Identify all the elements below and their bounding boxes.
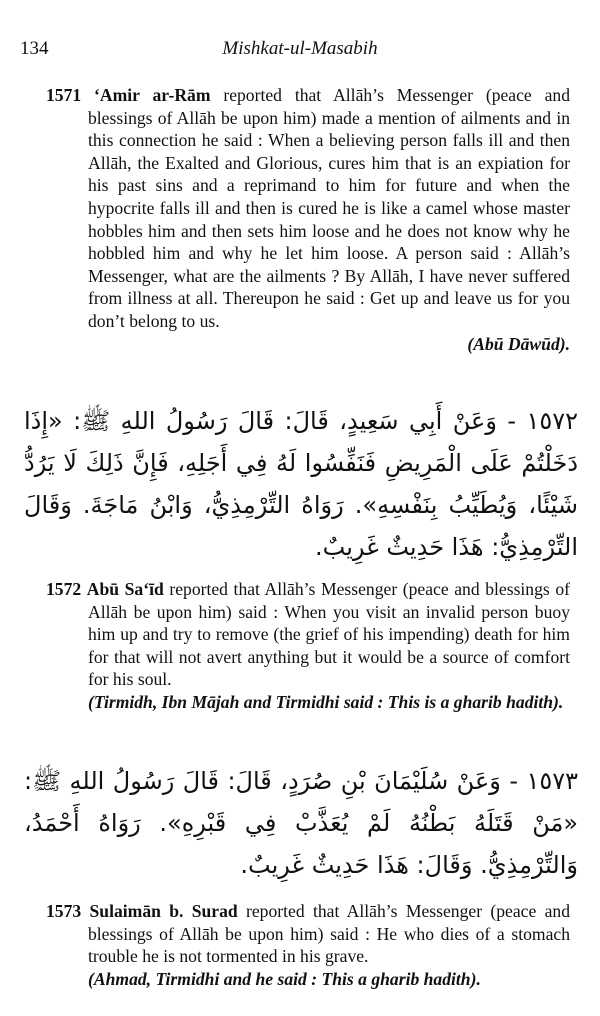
hadith-number: 1573: [46, 901, 82, 921]
hadith-translation: [46, 578, 570, 691]
hadith-number: 1572: [46, 579, 82, 599]
hadith-entry-1572: [46, 578, 570, 714]
book-title: Mishkat-ul-Masabih: [222, 38, 378, 59]
page-header: [20, 38, 580, 64]
hadith-narrator: Abū Sa‘īd: [86, 579, 164, 599]
hadith-text: reported that Allāh’s Messenger (peace and blessings of Allāh be upon him) said : He who dies of a stomach trouble he is not tormented in his grave.: [88, 901, 570, 967]
hadith-source: (Ahmad, Tirmidhi and he said : This a gharib hadith).: [88, 968, 481, 989]
hadith-entry-1571: [46, 84, 570, 355]
hadith-text: reported that Allāh’s Messenger (peace and blessings of Allāh be upon him) made a mention of ailments and in this connection he said : When a believing person falls ill and then Allāh, the Exalted and Glorious, cures him that is an expiation for his past sins and a reprimand to him for future and when the hypocrite falls ill and then is cured he is like a camel whose master hobbles him and then sets him loose and he does not know why he hobbled him and why he let him loose. A person said : Allāh’s Messenger, what are the ailments ? By Allāh, I have never suffered from illness at all. Thereupon he said : Get up and leave us for you don’t belong to us.: [88, 85, 570, 331]
hadith-translation: [46, 84, 570, 333]
hadith-translation: [46, 900, 570, 968]
hadith-entry-1573: [46, 900, 570, 990]
arabic-text-1572: ١٥٧٢ - وَعَنْ أَبِي سَعِيدٍ، قَالَ: قَالَ رَسُولُ اللهِ ﷺ: «إِذَا دَخَلْتُمْ عَلَى الْمَرِيضِ فَنَفِّسُوا لَهُ فِي أَجَلِهِ، فَإِنَّ ذَلِكَ لَا يَرُدُّ شَيْئًا، وَيُطَيِّبُ بِنَفْسِهِ». رَوَاهُ التِّرْمِذِيُّ، وَابْنُ مَاجَةَ. وَقَالَ التِّرْمِذِيُّ: هَذَا حَدِيثٌ غَرِيبٌ.: [24, 407, 578, 561]
hadith-source: (Tirmidh, Ibn Mājah and Tirmidhi said : This is a gharib hadith).: [88, 691, 564, 712]
page-number: 134: [20, 38, 49, 59]
hadith-number: 1571: [46, 85, 82, 105]
arabic-text-1573: ١٥٧٣ - وَعَنْ سُلَيْمَانَ بْنِ صُرَدٍ، قَالَ: قَالَ رَسُولُ اللهِ ﷺ: «مَنْ قَتَلَهُ بَطْنُهُ لَمْ يُعَذَّبْ فِي قَبْرِهِ». رَوَاهُ أَحْمَدُ، وَالتِّرْمِذِيُّ. وَقَالَ: هَذَا حَدِيثٌ غَرِيبٌ.: [24, 767, 578, 879]
hadith-narrator: ‘Amir ar-Rām: [94, 85, 211, 105]
hadith-narrator: Sulaimān b. Surad: [89, 901, 238, 921]
hadith-text: reported that Allāh’s Messenger (peace and blessings of Allāh be upon him) said : When you visit an invalid person buoy him up and try to remove (the grief of his impending) death for him for that will not avert anything but it would be a source of comfort for his soul.: [88, 579, 570, 690]
hadith-source: (Abū Dāwūd).: [467, 333, 570, 354]
